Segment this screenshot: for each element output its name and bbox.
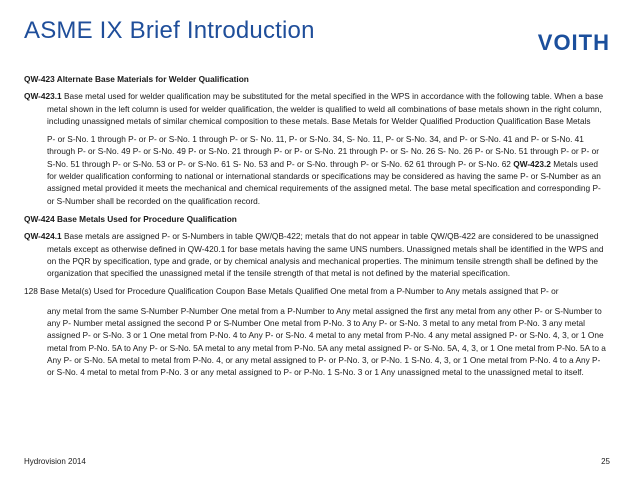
label-qw423-1: QW-423.1 bbox=[24, 91, 62, 102]
voith-logo: VOITH bbox=[537, 30, 610, 55]
slide-content bbox=[24, 73, 609, 379]
text-qw424-1: Base metals are assigned P- or S-Numbers in table QW/QB-422; metals that do not appear in table QW/QB-422 are considered to be unassigned metals except as otherwise defined in QW-420.1 for base metals having the same UNS numbers. Unassigned metals shall be identified in the WPS and on the PQR by specification, type and grade, or by chemical analysis and mechanical properties. The minimum tensile strength shall be defined by the organization that specified the unassigned metal if the tensile strength of that metal is not defined by the material specification. bbox=[47, 231, 604, 279]
page-number: 25 bbox=[601, 457, 610, 466]
paragraph-base-metals-qualified: any metal from the same S-Number P-Number One metal from a P-Number to Any metal assigned the first any metal from any other P- or S-Number to any P- Number metal assigned the second P or S-Number One metal from P-No. 3 to Any P- or S-No. 3 metal to any metal from P-No. 3 any metal assigned P- or S-No. 3 or 1 One metal from P-No. 4 to Any P- or S-No. 4 metal to any metal from P-No. 4 any metal assigned P- or S-No. 4, 3, or 1 One metal from P-No. 5A to Any P- or S-No. 5A metal to any metal from P-No. 5A any metal assigned P- or S-No. 5A, 4, 3, or 1 One metal from P-No. 5A to a Any P- or S-No. 5A metal to metal from P-No. 4, or any metal assigned to P- or P-No. 3, or P-No. 1 S-No. 4, 3, or 1 One metal from P-No. 4 to a Any P- or S-No. 4 metal to metal from P-No. 3 or any metal assigned to P- or P-No. 1 S-No. 3 or 1 Any unassigned metal to the unassigned metal to itself. bbox=[47, 305, 606, 378]
section-heading-qw423: QW-423 Alternate Base Materials for Welder Qualification bbox=[24, 74, 249, 84]
text-qw423-2: Metals used for welder qualification conforming to national or international standards or specifications may be considered as having the same P- or S-Number as an assigned metal provided it meets the mechanical and chemical requirements of the assigned metal. The base metal specification and corresponding P- or S-Number shall be recorded on the qualification record. bbox=[47, 158, 601, 206]
paragraph-qw424-1 bbox=[24, 230, 609, 279]
footer-event-name: Hydrovision 2014 bbox=[24, 457, 86, 466]
paragraph-coupon-base-metals: 128 Base Metal(s) Used for Procedure Qualification Coupon Base Metals Qualified One metal from a P-Number to Any metals assigned that P- or bbox=[24, 286, 559, 297]
paragraph-qw423-1 bbox=[24, 90, 609, 127]
text-base-metals-list: P- or S-No. 1 through P- or P- or S-No. 1 through P- or S- No. 11, P- or S-No. 34, S- No. 11, P- or S-No. 34, and P- or S-No. 41 and P- or S-No. 41 through P- or S-No. 49 P- or S-No. 49 P- or S-No. 21 through P- or P- or S-No. 21 through P- or S- No. 26 S- No. 26 P- or S-No. 51 through P- or P- or S-No. 51 through P- or S-No. 53 or P- or S-No. 61 S- No. 53 and P- or S-No. through P- or S-No. 62 61 through P- or S-No. 62 bbox=[47, 134, 599, 169]
label-qw423-2: QW-423.2 bbox=[513, 158, 551, 169]
section-heading-qw424: QW-424 Base Metals Used for Procedure Qualification bbox=[24, 213, 237, 224]
text-qw423-1: Base metal used for welder qualification may be substituted for the metal specified in the WPS in accordance with the following table. When a base metal shown in the left column is used for welder qualification, the welder is qualified to weld all combinations of base metals shown in the right column, including unassigned metals of similar chemical composition to these metals. Base Metals for Welder Qualified Production Qualification Base Metals bbox=[47, 91, 604, 126]
paragraph-qw423-2 bbox=[24, 133, 609, 207]
slide-title: ASME IX Brief Introduction bbox=[24, 17, 315, 44]
label-qw424-1: QW-424.1 bbox=[24, 231, 62, 242]
